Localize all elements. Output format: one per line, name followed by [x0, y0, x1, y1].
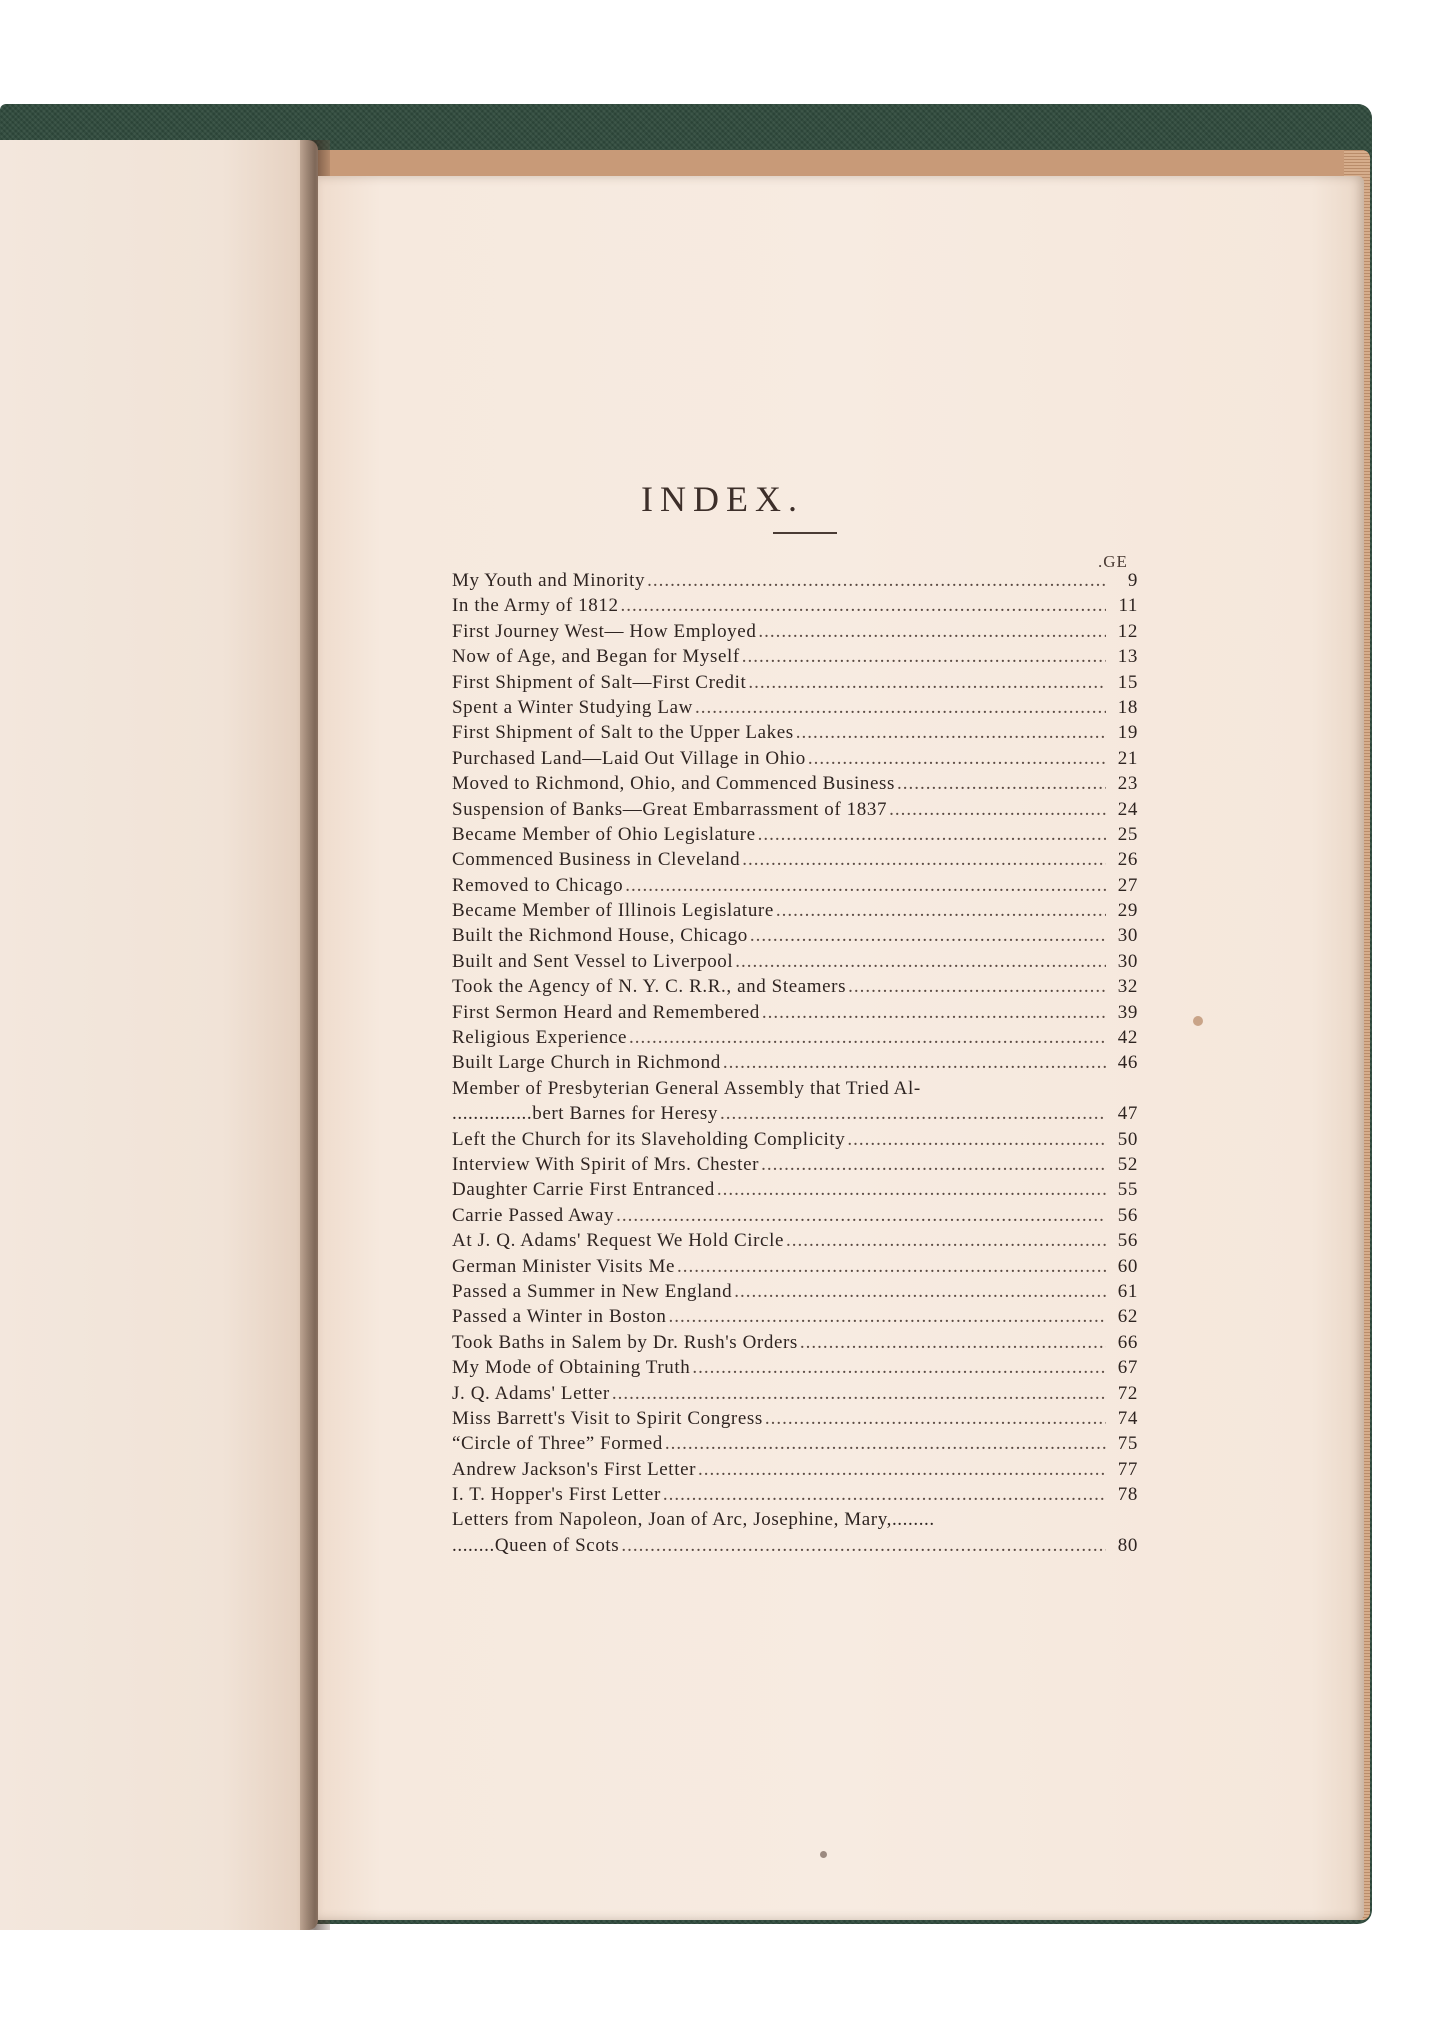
- entry-page-number: 30: [1117, 950, 1138, 972]
- dot-leader: [677, 1254, 1106, 1279]
- entry-leading-dots: ...............: [452, 1103, 533, 1125]
- entry-page-number: 21: [1117, 747, 1138, 769]
- entry-page-number: 50: [1117, 1128, 1138, 1150]
- entry-title: Passed a Winter in Boston: [452, 1306, 667, 1328]
- dot-leader: [698, 1457, 1106, 1482]
- entry-page-number: 19: [1117, 722, 1138, 744]
- index-entry: [452, 1431, 1138, 1456]
- entry-page-number: 46: [1117, 1052, 1138, 1074]
- entry-title: Took the Agency of N. Y. C. R.R., and Steamers: [452, 976, 847, 998]
- index-entry: [452, 568, 1138, 593]
- index-entry: [452, 670, 1138, 695]
- dot-leader: [742, 847, 1106, 872]
- index-entry: [452, 746, 1138, 771]
- entry-page-number: 56: [1117, 1230, 1138, 1252]
- index-entry: [452, 1381, 1138, 1406]
- entry-title: First Sermon Heard and Remembered: [452, 1001, 760, 1023]
- entry-page-number: 74: [1117, 1407, 1138, 1429]
- index-entry: [452, 1254, 1138, 1279]
- index-entry: [452, 974, 1138, 999]
- entry-page-number: 80: [1117, 1534, 1138, 1556]
- index-entry: [452, 1355, 1138, 1380]
- index-entry: [452, 644, 1138, 669]
- entry-title: Daughter Carrie First Entranced: [452, 1179, 715, 1201]
- entry-page-number: 61: [1117, 1280, 1138, 1302]
- entry-page-number: 26: [1117, 849, 1138, 871]
- entry-title: Andrew Jackson's First Letter: [452, 1458, 697, 1480]
- entry-title: Commenced Business in Cleveland: [452, 849, 741, 871]
- entry-title: Became Member of Ohio Legislature: [452, 823, 756, 845]
- entry-title: Built the Richmond House, Chicago: [452, 925, 748, 947]
- dot-leader: [776, 898, 1106, 923]
- index-entry: [452, 1304, 1138, 1329]
- dot-leader: [748, 670, 1106, 695]
- entry-title: Passed a Summer in New England: [452, 1280, 733, 1302]
- entry-page-number: 78: [1117, 1484, 1138, 1506]
- entry-page-number: 67: [1117, 1357, 1138, 1379]
- dot-leader: [761, 1152, 1106, 1177]
- dot-leader: [750, 923, 1106, 948]
- dot-leader: [786, 1228, 1106, 1253]
- entry-title: First Shipment of Salt to the Upper Lakes: [452, 722, 794, 744]
- dot-leader: [897, 771, 1106, 796]
- dot-leader: [734, 1279, 1106, 1304]
- index-entry: [452, 1330, 1138, 1355]
- dot-leader: [612, 1381, 1106, 1406]
- entry-page-number: 32: [1117, 976, 1138, 998]
- paper-speck: [1193, 1016, 1203, 1026]
- index-entry: [452, 923, 1138, 948]
- dot-leader: [695, 695, 1106, 720]
- entry-title: Interview With Spirit of Mrs. Chester: [452, 1153, 760, 1175]
- dot-leader: [665, 1431, 1106, 1456]
- dot-leader: [720, 1101, 1106, 1126]
- entry-page-number: 42: [1117, 1027, 1138, 1049]
- entry-title: Built and Sent Vessel to Liverpool: [452, 950, 734, 972]
- paper-speck: [820, 1851, 827, 1858]
- entry-title: German Minister Visits Me: [452, 1255, 676, 1277]
- entry-page-number: 9: [1127, 570, 1138, 591]
- entry-title: In the Army of 1812: [452, 595, 619, 617]
- entry-page-number: 62: [1117, 1306, 1138, 1328]
- entry-title: My Youth and Minority: [452, 570, 646, 591]
- entry-title: Became Member of Illinois Legislature: [452, 900, 774, 922]
- entry-page-number: 11: [1118, 595, 1138, 617]
- dot-leader: [723, 1050, 1106, 1075]
- dot-leader: [889, 797, 1106, 822]
- index-entry: [452, 1127, 1138, 1152]
- index-entry: [452, 1533, 1138, 1558]
- entry-title: At J. Q. Adams' Request We Hold Circle: [452, 1230, 785, 1252]
- entry-page-number: 39: [1117, 1001, 1138, 1023]
- index-entry: [452, 695, 1138, 720]
- index-entry: [452, 1050, 1138, 1075]
- dot-leader: [848, 974, 1106, 999]
- dot-leader: [762, 1000, 1106, 1025]
- index-entry: [452, 1203, 1138, 1228]
- entry-title: Queen of Scots: [494, 1534, 620, 1556]
- entry-page-number: 18: [1117, 696, 1138, 718]
- dot-leader: [625, 873, 1106, 898]
- entry-page-number: 15: [1117, 671, 1138, 693]
- dot-leader: [808, 746, 1106, 771]
- index-entry: [452, 1228, 1138, 1253]
- entry-title: Purchased Land—Laid Out Village in Ohio: [452, 747, 806, 769]
- entry-title: Suspension of Banks—Great Embarrassment of 1837: [452, 798, 888, 820]
- index-entry: [452, 873, 1138, 898]
- entry-title: First Shipment of Salt—First Credit: [452, 671, 747, 693]
- entry-page-number: 29: [1117, 900, 1138, 922]
- entry-title: Religious Experience: [452, 1027, 628, 1049]
- dot-leader: [621, 593, 1106, 618]
- dot-leader: [800, 1330, 1106, 1355]
- index-entry: [452, 720, 1138, 745]
- entry-title: J. Q. Adams' Letter: [452, 1382, 610, 1404]
- entry-page-number: 25: [1117, 823, 1138, 845]
- entry-title: Moved to Richmond, Ohio, and Commenced Business: [452, 773, 895, 795]
- entry-page-number: 75: [1117, 1433, 1138, 1455]
- index-entry: [452, 771, 1138, 796]
- entry-title: Now of Age, and Began for Myself: [452, 646, 740, 668]
- index-entry: [452, 949, 1138, 974]
- dot-leader: [668, 1304, 1106, 1329]
- entry-page-number: 66: [1117, 1331, 1138, 1353]
- entry-title: Removed to Chicago: [452, 874, 624, 896]
- dot-leader: [758, 822, 1106, 847]
- entry-title: bert Barnes for Heresy: [532, 1103, 718, 1125]
- dot-leader: [717, 1177, 1106, 1202]
- entry-page-number: 30: [1117, 925, 1138, 947]
- entry-title: First Journey West— How Employed: [452, 620, 757, 642]
- entry-title: Letters from Napoleon, Joan of Arc, Josephine, Mary,........: [452, 1509, 935, 1531]
- index-entry: [452, 822, 1138, 847]
- index-entry: [452, 1482, 1138, 1507]
- entry-page-number: 47: [1117, 1103, 1138, 1125]
- entry-title: My Mode of Obtaining Truth: [452, 1357, 691, 1379]
- entry-page-number: 12: [1117, 620, 1138, 642]
- index-list: [452, 568, 1138, 1558]
- entry-page-number: 24: [1117, 798, 1138, 820]
- dot-leader: [692, 1355, 1106, 1380]
- dot-leader: [647, 568, 1106, 593]
- index-entry: [452, 1279, 1138, 1304]
- page-title: INDEX.: [641, 479, 804, 519]
- index-entry: [452, 797, 1138, 822]
- index-entry: [452, 619, 1138, 644]
- index-entry: [452, 1025, 1138, 1050]
- dot-leader: [796, 720, 1106, 745]
- index-entry: [452, 898, 1138, 923]
- title-rule: [773, 532, 837, 534]
- entry-page-number: 72: [1117, 1382, 1138, 1404]
- left-page: [0, 140, 318, 1930]
- entry-page-number: 23: [1117, 773, 1138, 795]
- page-column-header: .GE: [1098, 552, 1128, 571]
- dot-leader: [629, 1025, 1106, 1050]
- entry-title: Miss Barrett's Visit to Spirit Congress: [452, 1407, 763, 1429]
- entry-title: I. T. Hopper's First Letter: [452, 1484, 661, 1506]
- dot-leader: [616, 1203, 1106, 1228]
- dot-leader: [621, 1533, 1106, 1558]
- entry-page-number: 60: [1117, 1255, 1138, 1277]
- entry-page-number: 77: [1117, 1458, 1138, 1480]
- entry-title: Took Baths in Salem by Dr. Rush's Orders: [452, 1331, 798, 1353]
- index-entry: [452, 1101, 1138, 1126]
- index-entry: [452, 1076, 1138, 1101]
- dot-leader: [758, 619, 1106, 644]
- entry-page-number: 56: [1117, 1204, 1138, 1226]
- entry-title: Carrie Passed Away: [452, 1204, 615, 1226]
- entry-page-number: 55: [1117, 1179, 1138, 1201]
- index-entry: [452, 1457, 1138, 1482]
- dot-leader: [765, 1406, 1106, 1431]
- entry-page-number: 52: [1117, 1153, 1138, 1175]
- entry-title: Left the Church for its Slaveholding Complicity: [452, 1128, 846, 1150]
- index-entry: [452, 593, 1138, 618]
- entry-title: Spent a Winter Studying Law: [452, 696, 693, 718]
- index-entry: [452, 1177, 1138, 1202]
- dot-leader: [735, 949, 1106, 974]
- dot-leader: [663, 1482, 1106, 1507]
- index-entry: [452, 1000, 1138, 1025]
- dot-leader: [742, 644, 1106, 669]
- entry-title: “Circle of Three” Formed: [452, 1433, 663, 1455]
- entry-page-number: 27: [1117, 874, 1138, 896]
- index-entry: [452, 1406, 1138, 1431]
- entry-title: Member of Presbyterian General Assembly that Tried Al-: [452, 1077, 921, 1099]
- index-entry: [452, 1507, 1138, 1532]
- dot-leader: [847, 1127, 1106, 1152]
- entry-page-number: 13: [1117, 646, 1138, 668]
- index-entry: [452, 847, 1138, 872]
- entry-leading-dots: ........: [452, 1534, 495, 1556]
- index-entry: [452, 1152, 1138, 1177]
- entry-title: Built Large Church in Richmond: [452, 1052, 721, 1074]
